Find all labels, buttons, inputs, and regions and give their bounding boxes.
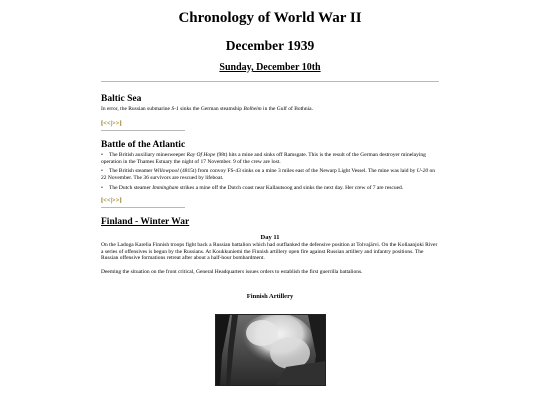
baltic-text-part: In error, the Russian submarine: [101, 106, 172, 112]
finland-paragraph: On the Ladoga Karelia Finnish troops fight back a Russian battalion which had outflanked the defensive position at Tolvajärvi. On the Kollaanjoki River a series of offensives is begun by the Russians. At Koukkuniemi the Finnish artillery open fire against Russian artillery and infantry positions. The Russian offensive formations retreat after about a half-hour bombardment.: [101, 241, 438, 262]
ship-name: Bolheim: [243, 106, 262, 112]
finland-paragraph: Deeming the situation on the front critical, General Headquarters issues orders to establish the first guerrilla battalions.: [101, 269, 363, 276]
bullet-icon: •: [101, 184, 103, 191]
section-baltic: [101, 94, 439, 131]
next-day-link[interactable]: >>: [112, 119, 120, 127]
uboat-name: U-20: [416, 168, 429, 175]
list-item: [101, 168, 439, 182]
baltic-text-part: sinks the German steamship: [178, 106, 244, 112]
artillery-photo: [215, 314, 326, 386]
section-divider: [101, 130, 185, 131]
nav-bar: [101, 120, 439, 128]
page-content: [101, 0, 439, 386]
nav-separator: |: [110, 196, 113, 204]
bullet-icon: •: [101, 151, 103, 158]
nav-bar: [101, 197, 439, 205]
item-text: (98t) hits a mine and sinks off Ramsgate. This is the result of the German destroyer minelaying operation in the Thames Estuary the night of 17 November. 9 of the crew are lost.: [101, 151, 426, 165]
baltic-text-part: in the Gulf of Bothnia.: [261, 106, 313, 112]
ship-name: Immingham: [152, 184, 179, 191]
date-title: Sunday, December 10th: [219, 62, 321, 73]
section-heading-atlantic: Battle of the Atlantic: [101, 139, 186, 150]
baltic-text: [101, 106, 439, 113]
section-finland: [101, 217, 439, 386]
item-text: The Dutch steamer: [109, 184, 153, 191]
ship-name: Ray Of Hope: [186, 151, 216, 158]
list-item: [101, 152, 439, 166]
item-text: strikes a mine off the Dutch coast near Kallautsoog and sinks the next day. Her crew of 7 are rescued.: [178, 184, 404, 191]
item-text: The British auxiliary minesweeper: [109, 151, 187, 158]
artillery-photo-image: [216, 315, 325, 385]
nav-bracket-open: [: [101, 119, 104, 127]
header-divider: [101, 81, 439, 82]
item-text: The British steamer: [109, 168, 154, 175]
item-text: (4815t) from convoy FS-43 sinks on a mine 3 miles east of the Newarp Light Vessel. The mine was laid by: [178, 168, 417, 175]
previous-day-link[interactable]: <<: [103, 196, 111, 204]
nav-bracket-close: ]: [119, 119, 122, 127]
list-item: [101, 185, 439, 192]
nav-separator: |: [110, 119, 113, 127]
nav-bracket-open: [: [101, 196, 104, 204]
month-title: December 1939: [225, 38, 315, 53]
section-heading-baltic: Baltic Sea: [101, 94, 142, 104]
ship-name: Willowpool: [153, 168, 179, 175]
submarine-name: S-1: [171, 106, 179, 112]
section-divider: [101, 207, 185, 208]
previous-day-link[interactable]: <<: [103, 119, 111, 127]
next-day-link[interactable]: >>: [112, 196, 120, 204]
section-atlantic: [101, 140, 439, 208]
nav-bracket-close: ]: [119, 196, 122, 204]
bullet-icon: •: [101, 168, 103, 175]
item-text: on 22 November. The 36 survivors are rescued by lifeboat.: [101, 168, 435, 182]
photo-caption: Finnish Artillery: [246, 292, 294, 300]
section-heading-finland[interactable]: Finland - Winter War: [101, 216, 190, 227]
day-heading: Day 11: [260, 233, 280, 241]
site-title: Chronology of World War II: [178, 10, 362, 26]
